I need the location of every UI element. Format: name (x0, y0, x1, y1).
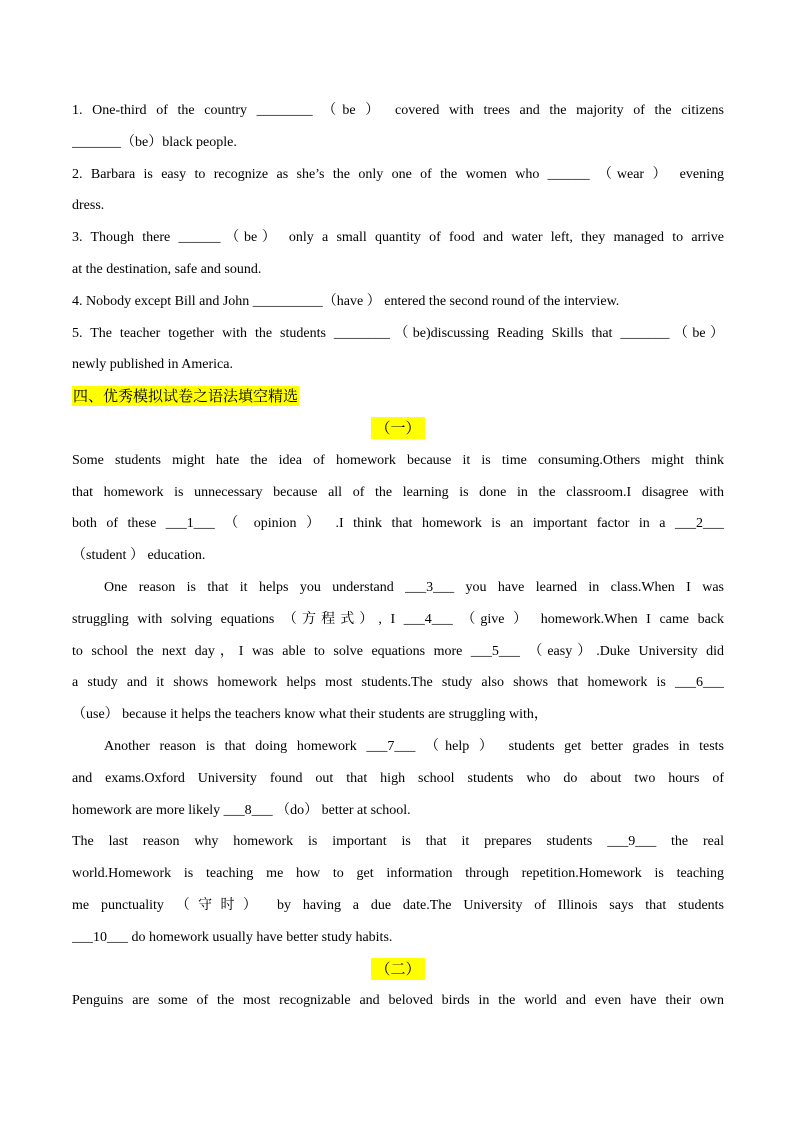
text-line: _______（be）black people. (72, 134, 237, 150)
text-line: me punctuality （守时） by having a due date.The University of Illinois says that students (72, 897, 724, 913)
text-line: to school the next day，I was able to solve equations more ___5___ （easy）.Duke University did (72, 643, 724, 659)
text-line: dress. (72, 198, 105, 214)
text-line: Penguins are some of the most recognizable and beloved birds in the world and even have their own (72, 993, 724, 1009)
text-line: （use） because it helps the teachers know what their students are struggling with， (72, 707, 548, 723)
passage-heading (72, 954, 724, 986)
text-line: a study and it shows homework helps most students.The study also shows that homework is ___6___ (72, 675, 724, 691)
text-line: 1. One-third of the country ________ （be ） covered with trees and the majority of the citizens (72, 103, 724, 118)
text-line: 2. Barbara is easy to recognize as she’s the only one of the women who ______ （wear ） evening (72, 166, 724, 182)
text-line: ___10___ do homework usually have better study habits. (72, 929, 393, 945)
passage-heading (72, 413, 724, 445)
text-line: newly published in America. (72, 357, 233, 373)
text-line: that homework is unnecessary because all of the learning is done in the classroom.I disagree with (72, 484, 724, 500)
section-title-text: 四、优秀模拟试卷之语法填空精选 (73, 387, 299, 406)
text-line: Some students might hate the idea of homework because it is time consuming.Others might think (72, 452, 724, 468)
text-line: （student ） education. (72, 548, 206, 564)
text-line: One reason is that it helps you understand ___3___ you have learned in class.When I was (104, 579, 724, 595)
text-line: world.Homework is teaching me how to get information through repetition.Homework is teaching (72, 866, 724, 882)
part3-questions (72, 95, 724, 381)
section-title (72, 381, 724, 413)
text-line: at the destination, safe and sound. (72, 261, 262, 277)
passage-2 (72, 985, 724, 1017)
page-content (72, 95, 724, 1017)
passage-1 (72, 445, 724, 954)
passage-heading-text: （一） (371, 417, 424, 439)
text-line: The last reason why homework is important is that it prepares students ___9___ the real (72, 834, 724, 850)
passage-heading-text: （二） (371, 958, 424, 980)
text-line: 5. The teacher together with the students ________（be)discussing Reading Skills that _______（be） (72, 325, 724, 341)
text-line: struggling with solving equations （方程式）, I ___4___ （give ） homework.When I came back (72, 611, 724, 627)
text-line: 4. Nobody except Bill and John __________（have ） entered the second round of the interview. (72, 293, 620, 309)
text-line: 3. Though there ______（be） only a small quantity of food and water left, they managed to arrive (72, 230, 724, 246)
text-line: and exams.Oxford University found out that high school students who do about two hours of (72, 770, 724, 786)
text-line: homework are more likely ___8___ （do） better at school. (72, 802, 411, 818)
text-line: both of these ___1___ （ opinion ） .I think that homework is an important factor in a ___2___ (72, 516, 724, 532)
text-line: Another reason is that doing homework ___7___ （help ） students get better grades in tests (104, 738, 724, 754)
